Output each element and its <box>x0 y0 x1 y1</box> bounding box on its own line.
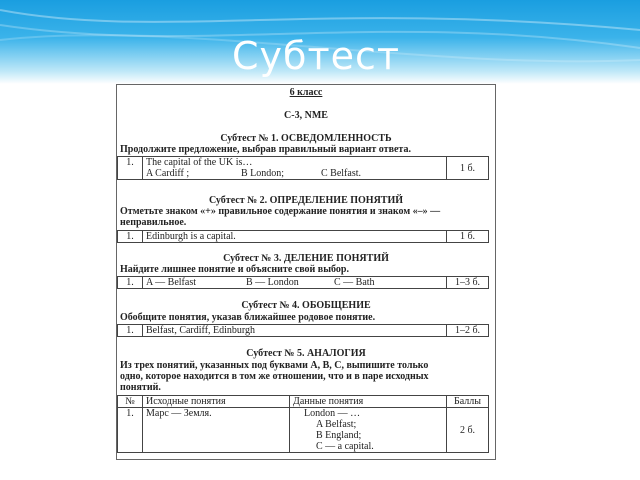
option-b: B England; <box>316 430 362 441</box>
subtest-3-heading: Субтест № 3. ДЕЛЕНИЕ ПОНЯТИЙ <box>223 253 389 264</box>
option-c: C — a capital. <box>316 441 374 452</box>
option-b: B London; <box>241 168 285 179</box>
subtest-1-heading: Субтест № 1. ОСВЕДОМЛЕННОСТЬ <box>220 133 392 144</box>
option-c: C Belfast. <box>321 168 361 179</box>
source-pair-cell: Марс — Земля. <box>143 408 290 453</box>
subtest-2-heading: Субтест № 2. ОПРЕДЕЛЕНИЕ ПОНЯТИЙ <box>208 195 404 206</box>
slide-title: Субтест <box>232 34 400 78</box>
table-row <box>118 157 489 180</box>
given-head: London — … <box>304 408 361 419</box>
question-cell <box>143 157 447 180</box>
column-header-number: № <box>118 396 143 408</box>
row-number: 1. <box>118 231 143 243</box>
column-header-given: Данные понятия <box>290 396 447 408</box>
subtest-5-heading: Субтест № 5. АНАЛОГИЯ <box>246 348 366 359</box>
subtest-2-instruction-line1: Отметьте знаком «+» правильное содержание понятия и знаком «–» — <box>120 206 441 217</box>
score-cell: 1 б. <box>447 157 489 180</box>
table-row <box>118 325 489 337</box>
row-number: 1. <box>118 325 143 337</box>
subtest-2-instruction-line2: неправильное. <box>120 217 187 228</box>
option-c: C — Bath <box>334 277 375 288</box>
score-cell: 1–3 б. <box>447 277 489 289</box>
question-text: The capital of the UK is… <box>146 157 253 168</box>
column-header-score: Баллы <box>447 396 489 408</box>
table-header-row <box>118 396 489 408</box>
row-number: 1. <box>118 408 143 453</box>
given-concepts-cell <box>290 408 447 453</box>
table-row <box>118 408 489 453</box>
option-a: A Belfast; <box>316 419 357 430</box>
statement-cell: Edinburgh is a capital. <box>143 231 447 243</box>
options-cell <box>143 277 447 289</box>
table-row <box>118 277 489 289</box>
subtest-2-table <box>117 230 489 243</box>
test-document <box>116 84 496 460</box>
table-row <box>118 231 489 243</box>
grade-label: 6 класс <box>289 87 323 98</box>
subtest-3-instruction: Найдите лишнее понятие и объясните свой выбор. <box>120 264 349 275</box>
subtest-5-instruction-line1: Из трех понятий, указанных под буквами А, В, С, выпишите только <box>120 360 429 371</box>
subtest-5-instruction-line3: понятий. <box>120 382 161 393</box>
subtest-3-table <box>117 276 489 289</box>
option-b: B — London <box>246 277 299 288</box>
score-cell: 2 б. <box>447 408 489 453</box>
subtest-4-instruction: Обобщите понятия, указав ближайшее родовое понятие. <box>120 312 376 323</box>
subtest-1-table <box>117 156 489 180</box>
row-number: 1. <box>118 157 143 180</box>
items-cell: Belfast, Cardiff, Edinburgh <box>143 325 447 337</box>
subtest-5-instruction-line2: одно, которое находится в том же отношении, что и в паре исходных <box>120 371 429 382</box>
subtest-4-table <box>117 324 489 337</box>
subtest-5-table <box>117 395 489 453</box>
score-cell: 1–2 б. <box>447 325 489 337</box>
column-header-source: Исходные понятия <box>143 396 290 408</box>
subtest-1-instruction: Продолжите предложение, выбрав правильный вариант ответа. <box>120 144 411 155</box>
subtest-4-heading: Субтест № 4. ОБОБЩЕНИЕ <box>241 300 371 311</box>
test-code: С-3, NME <box>284 110 328 121</box>
answer-options <box>146 168 443 179</box>
row-number: 1. <box>118 277 143 289</box>
score-cell: 1 б. <box>447 231 489 243</box>
option-a: A Cardiff ; <box>146 168 190 179</box>
option-a: A — Belfast <box>146 277 196 288</box>
